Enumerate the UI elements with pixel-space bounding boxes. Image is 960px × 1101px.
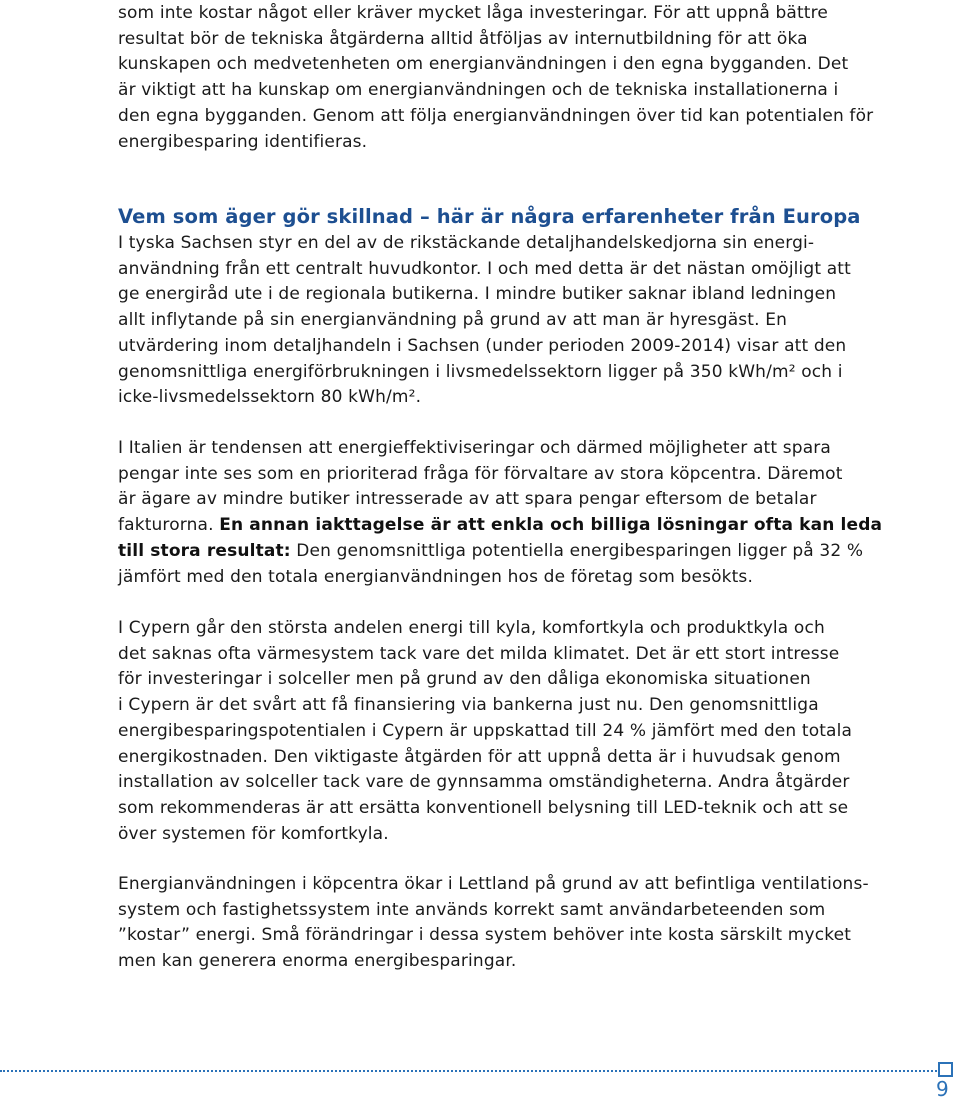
text-line: energibesparingspotentialen i Cypern är uppskattad till 24 % jämfört med den totala: [118, 720, 853, 741]
text-line: genomsnittliga energiförbrukningen i livsmedelssektorn ligger på 350 kWh/m² och i: [118, 361, 843, 382]
text-line: den egna bygganden. Genom att följa energianvändningen över tid kan potentialen för: [118, 105, 874, 126]
text-line: pengar inte ses som en prioriterad fråga för förvaltare av stora köpcentra. Däremot: [118, 463, 843, 484]
text-line: [118, 513, 882, 539]
text-line: jämfört med den totala energianvändningen hos de företag som besökts.: [118, 566, 753, 587]
sachsen-paragraph: [118, 231, 851, 411]
italien-paragraph: [118, 436, 882, 590]
text-line: energikostnaden. Den viktigaste åtgärden för att uppnå detta är i huvudsak genom: [118, 746, 841, 767]
text-line: I tyska Sachsen styr en del av de rikstäckande detaljhandelskedjorna sin energi-: [118, 233, 815, 253]
text-line: som inte kostar något eller kräver mycket låga investeringar. För att uppnå bättre: [118, 3, 828, 23]
text-line: Energianvändningen i köpcentra ökar i Lettland på grund av att befintliga ventilations-: [118, 874, 869, 894]
text-line: installation av solceller tack vare de gynnsamma omständigheterna. Andra åtgärder: [118, 772, 850, 793]
text-line: kunskapen och medvetenheten om energianvändningen i den egna bygganden. Det: [118, 54, 849, 75]
text-line: det saknas ofta värmesystem tack vare det milda klimatet. Det är ett stort intresse: [118, 643, 840, 664]
text-line: utvärdering inom detaljhandeln i Sachsen (under perioden 2009-2014) visar att den: [118, 335, 847, 356]
section-heading: Vem som äger gör skillnad – här är några erfarenheter från Europa: [118, 205, 861, 228]
text-line: i Cypern är det svårt att få finansiering via bankerna just nu. Den genomsnittliga: [118, 695, 819, 716]
text-line: system och fastighetssystem inte används korrekt samt användarbeteenden som: [118, 899, 826, 920]
text-run: Den genomsnittliga potentiella energibesparingen ligger på 32 %: [290, 540, 864, 561]
cypern-paragraph: [118, 616, 852, 847]
text-line: över systemen för komfortkyla.: [118, 823, 389, 844]
footer-divider: [0, 1070, 940, 1072]
text-line: användning från ett centralt huvudkontor. I och med detta är det nästan omöjligt att: [118, 258, 851, 279]
text-line: för investeringar i solceller men på grund av den dåliga ekonomiska situationen: [118, 669, 811, 690]
text-line: ”kostar” energi. Små förändringar i dessa system behöver inte kosta särskilt mycket: [118, 925, 852, 946]
text-line: energibesparing identifieras.: [118, 131, 368, 152]
text-line: men kan generera enorma energibesparingar.: [118, 951, 517, 972]
footer-square-icon: [938, 1062, 953, 1077]
text-line: är viktigt att ha kunskap om energianvändningen och de tekniska installationerna i: [118, 80, 839, 101]
lettland-paragraph: [118, 872, 869, 975]
text-line: I Italien är tendensen att energieffektiviseringar och därmed möjligheter att spara: [118, 438, 831, 458]
text-run: fakturorna.: [118, 515, 220, 536]
emphasis-text: till stora resultat:: [118, 540, 291, 561]
text-line: icke-livsmedelssektorn 80 kWh/m².: [118, 387, 422, 408]
page-number: 9: [936, 1077, 949, 1101]
text-line: allt inflytande på sin energianvändning på grund av att man är hyresgäst. En: [118, 310, 788, 331]
text-line: resultat bör de tekniska åtgärderna alltid åtföljas av internutbildning för att öka: [118, 28, 808, 49]
text-line: ge energiråd ute i de regionala butikerna. I mindre butiker saknar ibland ledningen: [118, 284, 837, 305]
text-line: som rekommenderas är att ersätta konventionell belysning till LED-teknik och att se: [118, 797, 849, 818]
emphasis-text: En annan iakttagelse är att enkla och billiga lösningar ofta kan leda: [219, 515, 883, 536]
text-line: är ägare av mindre butiker intresserade av att spara pengar eftersom de betalar: [118, 489, 817, 510]
text-line: I Cypern går den största andelen energi till kyla, komfortkyla och produktkyla och: [118, 618, 825, 638]
intro-paragraph: [118, 1, 873, 155]
text-line: [118, 539, 882, 565]
